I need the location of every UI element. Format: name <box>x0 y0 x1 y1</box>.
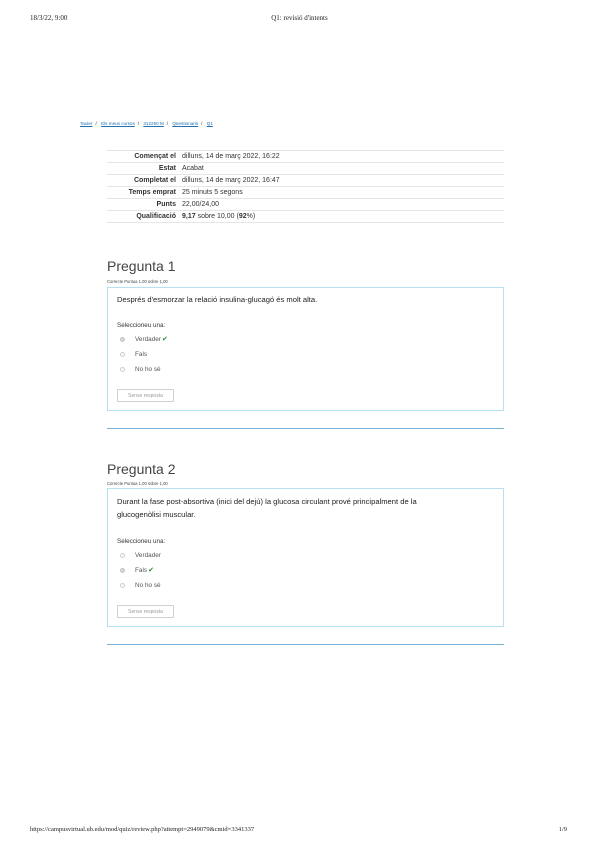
correct-check-icon: ✔ <box>148 566 154 574</box>
grade-score: 9,17 <box>182 213 196 220</box>
question-2-box <box>107 488 504 627</box>
question-2-option-fals[interactable] <box>120 565 154 575</box>
correct-check-icon: ✔ <box>161 335 168 343</box>
radio-icon[interactable] <box>120 367 125 372</box>
breadcrumb-tauler[interactable]: Tauler <box>80 121 93 126</box>
question-2-text <box>117 495 417 521</box>
radio-selected-icon[interactable] <box>120 568 125 573</box>
radio-selected-icon[interactable] <box>120 337 125 342</box>
option-label: Fals <box>135 350 148 358</box>
question-text-line: glucogenòlisi muscular. <box>117 510 196 519</box>
print-url: https://campusvirtual.ub.edu/mod/quiz/review.php?attempt=2949079&cmid=3341337 <box>30 826 255 833</box>
question-1-option-fals[interactable] <box>120 349 147 359</box>
question-1-status: Correcte Puntua 1,00 sobre 1,00 <box>107 279 168 284</box>
question-divider <box>107 428 504 429</box>
summary-label: Punts <box>107 199 179 211</box>
radio-icon[interactable] <box>120 583 125 588</box>
breadcrumb-quizzes[interactable]: Qüestionaris <box>172 121 199 126</box>
question-2-no-answer-button[interactable]: Sense resposta <box>117 605 174 618</box>
question-1-text <box>117 293 317 306</box>
question-text-line: Durant la fase post-absortiva (inici del dejú) la glucosa circulant prové principalment de la <box>117 497 417 506</box>
breadcrumb-my-courses[interactable]: Els meus cursos <box>101 121 135 126</box>
summary-label: Completat el <box>107 175 179 187</box>
question-1-prompt: Seleccioneu una: <box>117 322 166 329</box>
radio-icon[interactable] <box>120 553 125 558</box>
print-title: Q1: revisió d'intents <box>271 14 328 22</box>
summary-value: dilluns, 14 de març 2022, 16:22 <box>179 151 504 163</box>
summary-row-started <box>107 151 504 163</box>
summary-label: Temps emprat <box>107 187 179 199</box>
summary-value: 22,00/24,00 <box>179 199 504 211</box>
question-2-option-no-ho-se[interactable] <box>120 580 161 590</box>
breadcrumb-separator: / <box>95 121 97 126</box>
question-2-option-verdader[interactable] <box>120 550 161 560</box>
question-1-option-no-ho-se[interactable] <box>120 364 161 374</box>
summary-label: Qualificació <box>107 211 179 223</box>
question-1-option-verdader[interactable] <box>120 334 168 344</box>
summary-row-time-taken <box>107 187 504 199</box>
summary-value: Acabat <box>179 163 504 175</box>
question-2-title: Pregunta 2 <box>107 461 176 477</box>
summary-label: Estat <box>107 163 179 175</box>
breadcrumb-q1[interactable]: Q1 <box>206 121 213 126</box>
summary-value: dilluns, 14 de març 2022, 16:47 <box>179 175 504 187</box>
summary-value: 25 minuts 5 segons <box>179 187 504 199</box>
print-page-number: 1/9 <box>558 826 567 833</box>
question-2-prompt: Seleccioneu una: <box>117 538 166 545</box>
option-label: Fals <box>135 566 148 574</box>
breadcrumb-course[interactable]: 312250 M <box>143 121 164 126</box>
grade-value <box>179 211 504 223</box>
breadcrumb-separator: / <box>137 121 140 126</box>
breadcrumb <box>80 121 213 126</box>
breadcrumb-separator: / <box>201 121 203 126</box>
summary-row-grade <box>107 211 504 223</box>
question-divider <box>107 644 504 645</box>
option-label: Verdader <box>135 551 161 559</box>
attempt-summary-table <box>107 150 504 223</box>
option-label: No ho sé <box>135 365 161 373</box>
question-2-status: Correcte Puntua 1,00 sobre 1,00 <box>107 481 168 486</box>
question-1-box <box>107 287 504 411</box>
breadcrumb-separator: / <box>166 121 169 126</box>
print-date: 18/3/22, 9:00 <box>30 14 68 22</box>
grade-rest: sobre 10,00 ( <box>195 213 239 220</box>
option-label: No ho sé <box>135 581 161 589</box>
summary-row-state <box>107 163 504 175</box>
summary-row-marks <box>107 199 504 211</box>
grade-end: %) <box>246 213 256 220</box>
summary-label: Començat el <box>107 151 179 163</box>
grade-percent: 92 <box>238 213 247 220</box>
option-label: Verdader <box>135 335 161 343</box>
question-1-no-answer-button[interactable]: Sense resposta <box>117 389 174 402</box>
summary-row-completed <box>107 175 504 187</box>
question-text-line: Després d'esmorzar la relació insulina-glucagó és molt alta. <box>117 295 318 304</box>
question-1-title: Pregunta 1 <box>107 258 176 274</box>
radio-icon[interactable] <box>120 352 125 357</box>
